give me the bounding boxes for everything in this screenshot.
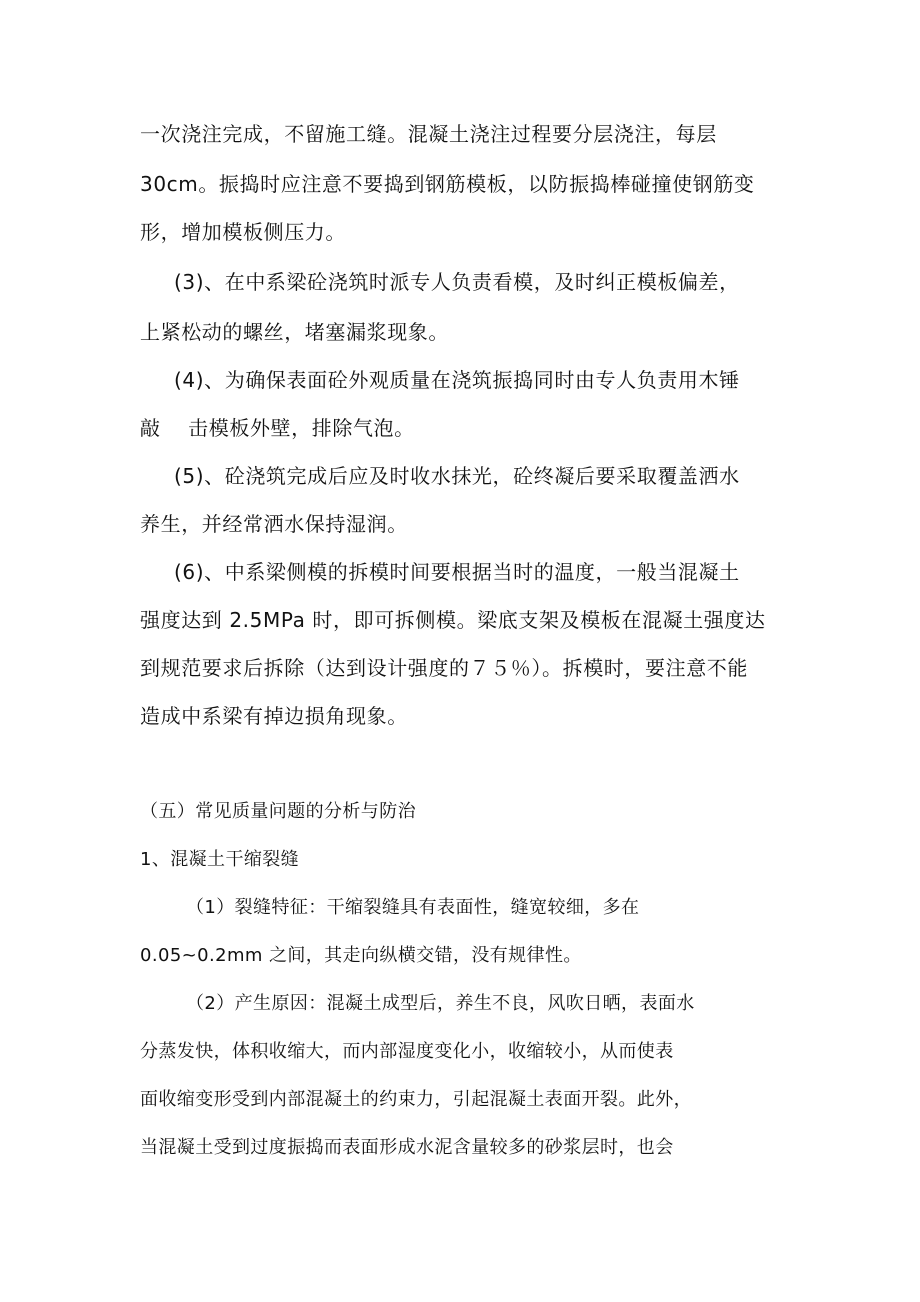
text-line: 上紧松动的螺丝，堵塞漏浆现象。 [140, 320, 449, 344]
text-line: 0.05~0.2mm 之间，其走向纵横交错，没有规律性。 [140, 945, 582, 966]
text-line: 30cm。振捣时应注意不要捣到钢筋模板，以防振捣棒碰撞使钢筋变 [140, 172, 755, 196]
text-line: 当混凝土受到过度振捣而表面形成水泥含量较多的砂浆层时，也会 [140, 1137, 674, 1158]
text-line: 形，增加模板侧压力。 [140, 220, 346, 244]
text-line: 分蒸发快，体积收缩大，而内部湿度变化小，收缩较小，从而使表 [140, 1041, 674, 1062]
text-line: (5)、砼浇筑完成后应及时收水抹光，砼终凝后要采取覆盖洒水 [174, 464, 740, 488]
text-line: 面收缩变形受到内部混凝土的约束力，引起混凝土表面开裂。此外， [140, 1089, 692, 1110]
text-line: 一次浇注完成，不留施工缝。混凝土浇注过程要分层浇注，每层 [140, 122, 717, 146]
text-line: （2）产生原因：混凝土成型后，养生不良，风吹日晒，表面水 [186, 993, 695, 1014]
text-line: (6)、中系梁侧模的拆模时间要根据当时的温度，一般当混凝土 [174, 560, 740, 584]
subsection-heading: 1、混凝土干缩裂缝 [140, 849, 300, 870]
text-line: 敲 击模板外壁，排除气泡。 [140, 416, 415, 440]
text-line: 养生，并经常洒水保持湿润。 [140, 512, 408, 536]
section-heading: （五）常见质量问题的分析与防治 [140, 801, 416, 822]
text-line: (3)、在中系梁砼浇筑时派专人负责看模，及时纠正模板偏差， [174, 270, 740, 294]
text-line: (4)、为确保表面砼外观质量在浇筑振捣同时由专人负责用木锤 [174, 368, 740, 392]
text-line: 强度达到 2.5MPa 时，即可拆侧模。梁底支架及模板在混凝土强度达 [140, 608, 766, 632]
text-line: （1）裂缝特征：干缩裂缝具有表面性，缝宽较细，多在 [186, 897, 640, 918]
text-line: 到规范要求后拆除（达到设计强度的７５％）。拆模时，要注意不能 [140, 656, 748, 680]
text-line: 造成中系梁有掉边损角现象。 [140, 704, 408, 728]
